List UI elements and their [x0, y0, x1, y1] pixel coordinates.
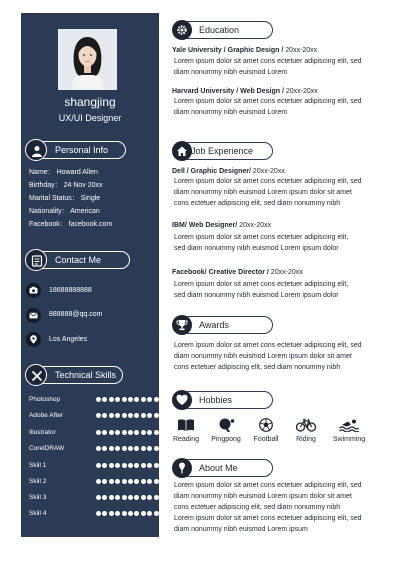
skill-dot: [102, 397, 107, 402]
skill-dot: [102, 463, 107, 468]
skill-dot: [122, 463, 127, 468]
experience-entry-text: Lorem ipsum dolor sit amet cons ectetuer adipiscing elit, sed: [174, 178, 362, 185]
contact-email: 888888@qq.com: [49, 311, 103, 318]
skill-dot: [115, 463, 120, 468]
heart-icon: [176, 394, 188, 406]
skill-dot: [134, 446, 139, 451]
book-icon: [177, 418, 195, 432]
skill-dot: [128, 495, 133, 500]
about-text: cons ectetuer adipiscing elit, sed diam nonummy nibh: [174, 504, 341, 511]
skill-label: Photoshop: [29, 396, 61, 403]
skill-dot: [96, 397, 101, 402]
skill-dot: [109, 446, 114, 451]
experience-entry-title: Dell / Graphic Designer/ 20xx-20xx: [172, 168, 285, 175]
skill-dot: [147, 479, 152, 484]
contact-phone: 18688888888: [49, 287, 92, 294]
hobby-football: Football: [246, 418, 286, 443]
profile-name: shangjing: [64, 95, 116, 109]
skill-dot: [96, 495, 101, 500]
info-line-name: Name： Howard Allen: [29, 169, 98, 176]
skill-dot: [141, 413, 146, 418]
skill-dot: [109, 430, 114, 435]
skill-dot: [147, 430, 152, 435]
profile-photo: [58, 29, 117, 90]
about-title: About Me: [199, 463, 238, 473]
skill-dot: [141, 511, 146, 516]
skill-dot: [147, 413, 152, 418]
skill-dot: [128, 413, 133, 418]
gear-icon: [176, 24, 188, 36]
hobby-riding: Riding: [286, 418, 326, 443]
skill-dot: [102, 511, 107, 516]
skill-dot: [141, 495, 146, 500]
skill-dot: [122, 413, 127, 418]
skill-dot: [134, 430, 139, 435]
skill-label: CorelDRAW: [29, 445, 65, 452]
skill-dot: [154, 446, 159, 451]
skill-dot: [128, 397, 133, 402]
education-entry-text: diam nonummy nibh euismod Lorem: [174, 69, 288, 76]
skill-dot: [154, 413, 159, 418]
skill-label: Skill 1: [29, 462, 47, 469]
skill-dot: [154, 495, 159, 500]
skill-label: Skill 2: [29, 478, 47, 485]
contact-title: Contact Me: [55, 255, 102, 265]
bicycle-icon: [296, 418, 316, 432]
skill-dot: [122, 430, 127, 435]
skill-dot: [147, 511, 152, 516]
about-text: diam nonummy nibh euismod Lorem ipsum dolor sit amet: [174, 493, 352, 500]
experience-title: Job Experience: [191, 146, 254, 156]
skill-dot: [147, 463, 152, 468]
profile-role: UX/UI Designer: [58, 113, 122, 123]
skill-dot: [141, 430, 146, 435]
skill-dot: [96, 413, 101, 418]
about-text: Lorem ipsum dolor sit amet cons ectetuer adipiscing elit, sed: [174, 482, 362, 489]
contact-card-icon: [31, 255, 43, 267]
skill-dot: [102, 479, 107, 484]
skill-dot: [147, 446, 152, 451]
skill-dot: [122, 495, 127, 500]
skill-dot: [122, 446, 127, 451]
experience-entry-text: Lorem ipsum dolor sit amet cons ectetuer adipiscing elit,: [174, 281, 349, 288]
skill-dot: [141, 463, 146, 468]
awards-text: Lorem ipsum dolor sit amet cons ectetuer adipiscing elit, sed: [174, 342, 362, 349]
ping-pong-icon: [217, 418, 235, 432]
skill-dot: [122, 479, 127, 484]
sidebar: [21, 13, 159, 537]
hobby-reading: Reading: [166, 418, 206, 443]
person-icon: [31, 145, 43, 157]
skill-dot: [109, 413, 114, 418]
skill-label: Illustrator: [29, 429, 56, 436]
education-entry-text: diam nonummy nibh euismod Lorem: [174, 109, 288, 116]
skill-dot: [96, 463, 101, 468]
skill-dot: [102, 430, 107, 435]
skill-dot: [102, 446, 107, 451]
experience-entry-title: Facebook/ Creative Director / 20xx-20xx: [172, 269, 303, 276]
hobbies-title: Hobbies: [199, 395, 233, 405]
skill-dot: [109, 397, 114, 402]
skill-dot: [115, 446, 120, 451]
skill-dot: [141, 479, 146, 484]
location-pin-icon: [26, 332, 41, 347]
skill-dot: [102, 413, 107, 418]
technical-skills-title: Technical Skills: [55, 370, 117, 380]
awards-text: diam nonummy nibh euismod Lorem ipsum dolor sit amet: [174, 353, 352, 360]
skill-dot: [115, 495, 120, 500]
skill-dot: [109, 463, 114, 468]
info-line-nationality: Nationality： American: [29, 208, 100, 215]
skill-dot: [154, 511, 159, 516]
skill-dot: [122, 397, 127, 402]
football-icon: [259, 418, 273, 432]
contact-location: Los Angeles: [49, 336, 88, 343]
skill-dot: [128, 463, 133, 468]
skill-dot: [134, 463, 139, 468]
awards-title: Awards: [199, 320, 229, 330]
experience-entry-text: sed diam nonummy nibh euismod Lorem ipsum dolor: [174, 245, 339, 252]
skill-dot: [109, 479, 114, 484]
skill-dot: [109, 495, 114, 500]
skill-label: Skill 4: [29, 510, 47, 517]
skill-dot: [109, 511, 114, 516]
trophy-icon: [176, 319, 188, 331]
experience-entry-text: Lorem ipsum dolor sit amet cons ectetuer adipiscing elit,: [174, 234, 349, 241]
personal-info-title: Personal Info: [55, 145, 109, 155]
skill-dot: [141, 446, 146, 451]
info-line-birthday: Birthday： 24 Nov 20xx: [29, 182, 103, 189]
awards-text: cons ectetuer adipiscing elit, sed diam nonummy nibh: [174, 364, 341, 371]
pin-icon: [176, 462, 188, 474]
education-entry-title: Yale University / Graphic Design / 20xx-20xx: [172, 47, 318, 54]
skill-dot: [134, 495, 139, 500]
tools-icon: [31, 370, 43, 382]
skill-dot: [154, 479, 159, 484]
about-text: diam nonummy nibh euismod Lorem ipsum: [174, 526, 308, 533]
skill-dot: [128, 446, 133, 451]
skill-dot: [122, 511, 127, 516]
skill-dot: [115, 397, 120, 402]
education-entry-text: Lorem ipsum dolor sit amet cons ectetuer adipiscing elit, sed: [174, 98, 362, 105]
swimming-icon: [339, 418, 359, 432]
skill-dot: [96, 430, 101, 435]
skill-dot: [134, 413, 139, 418]
info-line-marital-status: Marital Status： Single: [29, 195, 101, 202]
hobby-pingpong: Pingpong: [206, 418, 246, 443]
skill-dot: [147, 495, 152, 500]
skill-dot: [128, 511, 133, 516]
skill-dot: [102, 495, 107, 500]
skill-dot: [96, 446, 101, 451]
skill-dot: [115, 413, 120, 418]
skill-dot: [134, 511, 139, 516]
experience-entry-text: sed diam nonummy nibh euismod Lorem ipsum dolor: [174, 292, 339, 299]
skill-dot: [128, 430, 133, 435]
skill-dot: [154, 397, 159, 402]
hobby-swimming: Swimming: [329, 418, 369, 443]
skill-dot: [154, 430, 159, 435]
skill-dot: [141, 397, 146, 402]
home-icon: [176, 145, 188, 157]
skill-dot: [96, 511, 101, 516]
skill-dot: [154, 463, 159, 468]
experience-entry-title: IBM/ Web Designer/ 20xx-20xx: [172, 222, 272, 229]
skill-dot: [115, 430, 120, 435]
skill-dot: [147, 397, 152, 402]
skill-label: Skill 3: [29, 494, 47, 501]
skill-dot: [128, 479, 133, 484]
phone-icon: [26, 283, 41, 298]
experience-entry-text: cons ectetuer adipiscing elit, sed diam nonummy nibh: [174, 200, 341, 207]
about-text: Lorem ipsum dolor sit amet cons ectetuer adipiscing elit, sed: [174, 515, 362, 522]
skill-dot: [96, 479, 101, 484]
skill-dot: [134, 479, 139, 484]
education-entry-title: Harvard University / Web Design / 20xx-20xx: [172, 88, 318, 95]
skill-dot: [115, 479, 120, 484]
info-line-facebook: Facebook： facebook.com: [29, 221, 113, 228]
skill-dot: [115, 511, 120, 516]
experience-entry-text: diam nonummy nibh euismod Lorem ipsum dolor sit amet: [174, 189, 352, 196]
education-title: Education: [199, 25, 240, 35]
skill-label: Adobe After: [29, 412, 63, 419]
education-entry-text: Lorem ipsum dolor sit amet cons ectetuer adipiscing elit, sed: [174, 58, 362, 65]
skill-dot: [134, 397, 139, 402]
envelope-icon: [26, 308, 41, 323]
